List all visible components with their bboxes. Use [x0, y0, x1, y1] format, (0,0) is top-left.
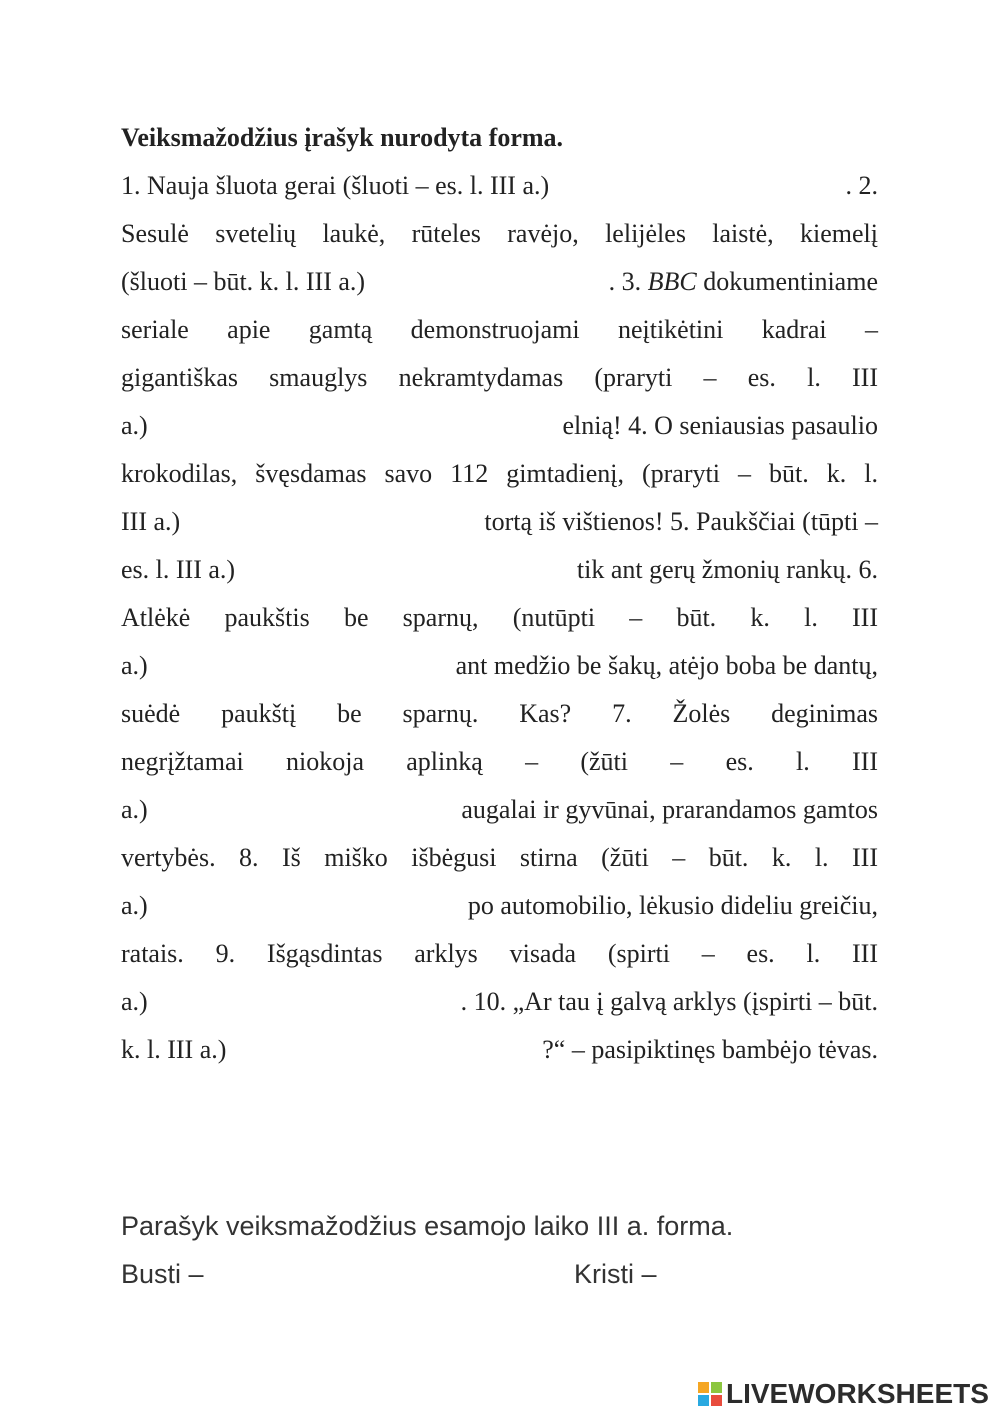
text-line: negrįžtamai niokoja aplinką – (žūti – es. l. III	[121, 747, 878, 776]
exercise-1-title: Veiksmažodžius įrašyk nurodyta forma.	[121, 123, 564, 152]
item-busti: Busti –	[121, 1259, 204, 1289]
logo-square	[698, 1395, 709, 1406]
text-line: vertybės. 8. Iš miško išbėgusi stirna (žūti – būt. k. l. III	[121, 843, 878, 872]
liveworksheets-logo	[698, 1377, 989, 1411]
text-line: Sesulė svetelių laukė, rūteles ravėjo, lelijėles laistė, kiemelį	[121, 219, 878, 248]
logo-text: LIVEWORKSHEETS	[726, 1378, 989, 1409]
logo-square	[711, 1382, 722, 1393]
text-line: ratais. 9. Išgąsdintas arklys visada (spirti – es. l. III	[121, 939, 878, 968]
logo-square	[711, 1395, 722, 1406]
logo-square	[698, 1382, 709, 1393]
exercise-2-title: Parašyk veiksmažodžius esamojo laiko III a. forma.	[121, 1211, 734, 1241]
logo-mark-icon	[698, 1382, 722, 1406]
text-line: suėdė paukštį be sparnų. Kas? 7. Žolės deginimas	[121, 699, 878, 728]
text-line: gigantiškas smauglys nekramtydamas (praryti – es. l. III	[121, 363, 878, 392]
text-line: Atlėkė paukštis be sparnų, (nutūpti – būt. k. l. III	[121, 603, 878, 632]
item-kristi: Kristi –	[574, 1259, 657, 1289]
text-line: seriale apie gamtą demonstruojami neįtikėtini kadrai –	[121, 315, 878, 344]
text-line: krokodilas, švęsdamas savo 112 gimtadienį, (praryti – būt. k. l.	[121, 459, 878, 488]
